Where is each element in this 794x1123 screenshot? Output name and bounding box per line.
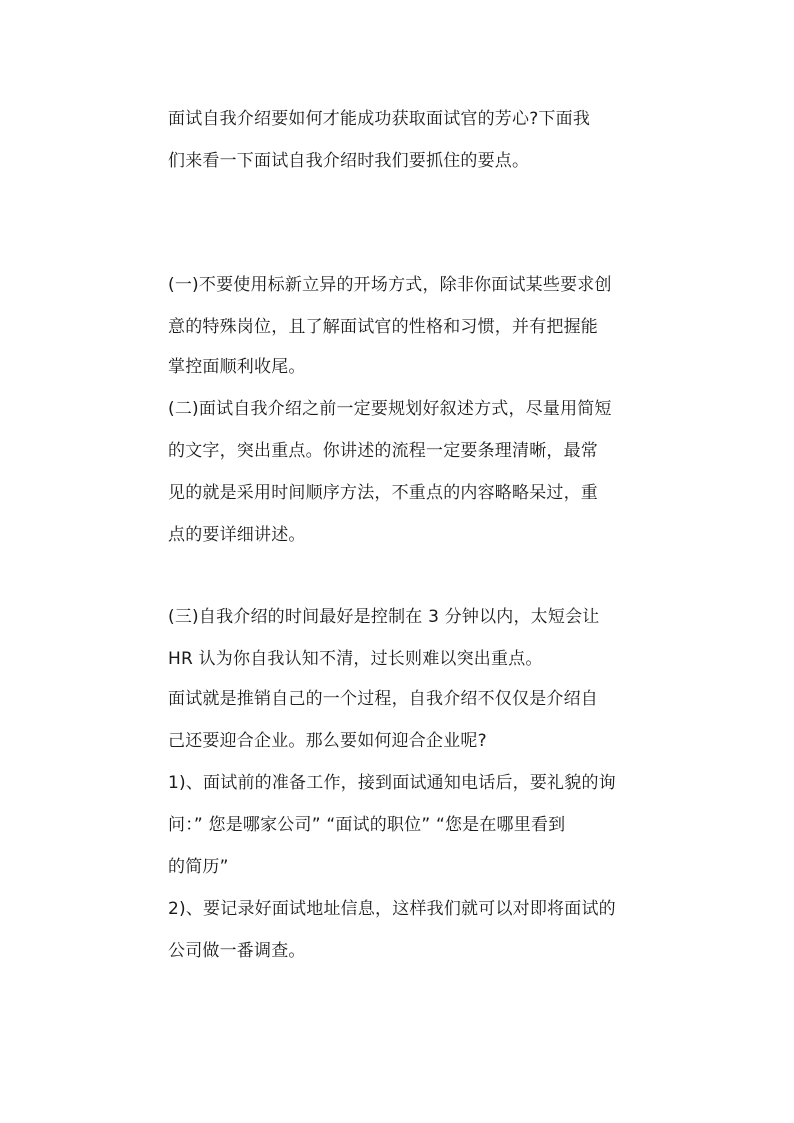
text-line: 掌控面顺利收尾。 <box>168 357 306 377</box>
text-line: 们来看一下面试自我介绍时我们要抓住的要点。 <box>168 151 530 171</box>
text-line: 意的特殊岗位，且了解面试官的性格和习惯，并有把握能 <box>168 317 598 337</box>
text-line: 2)、要记录好面试地址信息，这样我们就可以对即将面试的 <box>168 899 616 919</box>
text-line: (一)不要使用标新立异的开场方式，除非你面试某些要求创 <box>168 275 612 295</box>
text-line: (二)面试自我介绍之前一定要规划好叙述方式，尽量用简短 <box>168 399 612 419</box>
text-line: 己还要迎合企业。那么要如何迎合企业呢? <box>168 731 487 751</box>
text-line: 见的就是采用时间顺序方法，不重点的内容略略呆过，重 <box>168 483 598 503</box>
text-line: 点的要详细讲述。 <box>168 525 306 545</box>
text-line: (三)自我介绍的时间最好是控制在 3 分钟以内，太短会让 <box>168 607 600 627</box>
text-line: 的文字，突出重点。你讲述的流程一定要条理清晰，最常 <box>168 441 598 461</box>
text-line: 问：” 您是哪家公司” “面试的职位” “您是在哪里看到 <box>168 815 566 835</box>
text-line: 公司做一番调查。 <box>168 941 306 961</box>
text-line: 1)、面试前的准备工作，接到面试通知电话后，要礼貌的询 <box>168 773 616 793</box>
text-line: 面试自我介绍要如何才能成功获取面试官的芳心?下面我 <box>168 109 591 129</box>
text-line: 的简历” <box>168 857 229 877</box>
text-line: HR 认为你自我认知不清，过长则难以突出重点。 <box>168 649 543 669</box>
text-line: 面试就是推销自己的一个过程，自我介绍不仅仅是介绍自 <box>168 689 598 709</box>
